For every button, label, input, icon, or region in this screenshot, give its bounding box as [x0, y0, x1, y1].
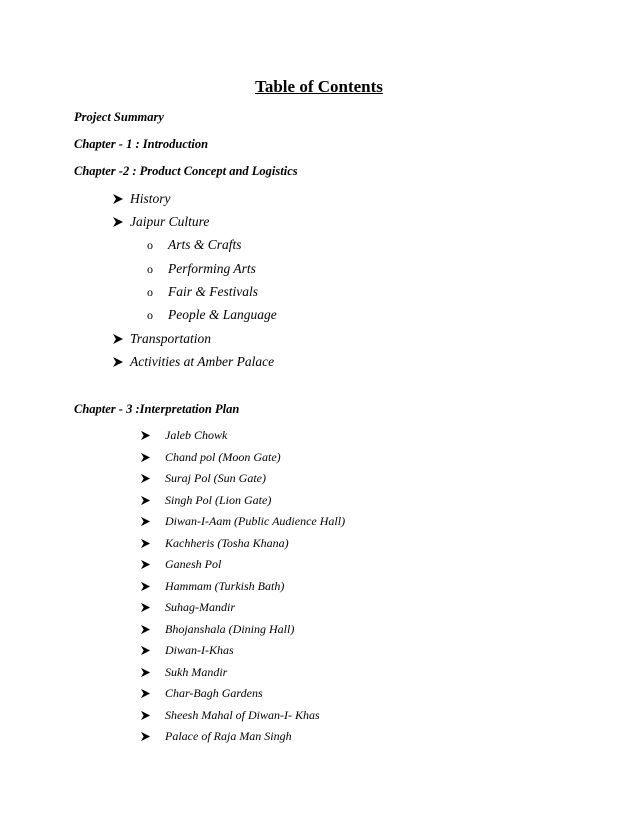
heading-chapter-3: Chapter - 3 :Interpretation Plan	[74, 402, 240, 416]
list-item	[140, 579, 284, 594]
arrowhead-bullet-icon	[140, 516, 165, 527]
arrowhead-bullet-icon	[112, 356, 130, 368]
arrowhead-bullet-icon	[140, 430, 165, 441]
list-item-label: Char-Bagh Gardens	[165, 686, 263, 700]
heading-chapter-2: Chapter -2 : Product Concept and Logistics	[74, 164, 298, 178]
list-item-label: Transportation	[130, 331, 212, 346]
sub-item-people-language	[147, 307, 277, 323]
list-item	[140, 622, 294, 637]
arrowhead-bullet-icon	[140, 731, 165, 742]
list-item	[140, 708, 320, 723]
list-item-label: Bhojanshala (Dining Hall)	[165, 622, 295, 636]
circle-bullet-icon: o	[147, 237, 153, 252]
arrowhead-bullet-icon	[140, 645, 165, 656]
list-item-label: Palace of Raja Man Singh	[165, 729, 292, 743]
arrowhead-bullet-icon	[140, 581, 165, 592]
sub-item-label: Performing Arts	[168, 261, 256, 276]
circle-bullet-icon: o	[147, 307, 153, 322]
page-title: Table of Contents	[255, 77, 383, 96]
list-item	[140, 536, 289, 551]
list-item-label: Diwan-I-Khas	[165, 643, 234, 657]
circle-bullet-icon: o	[147, 284, 153, 299]
list-item	[140, 686, 263, 701]
list-item	[140, 665, 227, 680]
list-item-jaipur-culture	[112, 214, 209, 230]
list-item-label: Jaipur Culture	[130, 214, 210, 229]
arrowhead-bullet-icon	[140, 710, 165, 721]
list-item	[140, 471, 266, 486]
list-item	[140, 514, 345, 529]
arrowhead-bullet-icon	[140, 452, 165, 463]
arrowhead-bullet-icon	[112, 193, 130, 205]
arrowhead-bullet-icon	[140, 602, 165, 613]
heading-chapter-1: Chapter - 1 : Introduction	[74, 137, 209, 151]
list-item-transportation	[112, 331, 211, 347]
arrowhead-bullet-icon	[140, 559, 165, 570]
list-item-label: Diwan-I-Aam (Public Audience Hall)	[165, 514, 346, 528]
arrowhead-bullet-icon	[112, 216, 130, 228]
list-item-label: Suhag-Mandir	[165, 600, 235, 614]
list-item-label: Suraj Pol (Sun Gate)	[165, 471, 266, 485]
arrowhead-bullet-icon	[140, 688, 165, 699]
list-item	[140, 428, 227, 443]
list-item-activities	[112, 354, 274, 370]
arrowhead-bullet-icon	[112, 333, 130, 345]
list-item	[140, 729, 292, 744]
list-item	[140, 600, 235, 615]
list-item-label: Kachheris (Tosha Khana)	[165, 536, 289, 550]
sub-item-label: Arts & Crafts	[168, 237, 242, 252]
list-item-label: Chand pol (Moon Gate)	[165, 450, 281, 464]
arrowhead-bullet-icon	[140, 495, 165, 506]
list-item-label: Singh Pol (Lion Gate)	[165, 493, 272, 507]
list-item-label: Activities at Amber Palace	[130, 354, 275, 369]
list-item	[140, 450, 281, 465]
list-item-label: Sukh Mandir	[165, 665, 228, 679]
sub-item-performing-arts	[147, 261, 256, 277]
list-item-label: Hammam (Turkish Bath)	[165, 579, 285, 593]
list-item-label: Jaleb Chowk	[165, 428, 228, 442]
heading-project-summary: Project Summary	[74, 110, 164, 124]
list-item-history	[112, 191, 171, 207]
arrowhead-bullet-icon	[140, 667, 165, 678]
list-item	[140, 493, 271, 508]
arrowhead-bullet-icon	[140, 538, 165, 549]
list-item	[140, 643, 234, 658]
sub-item-label: People & Language	[168, 307, 277, 322]
sub-item-arts-crafts	[147, 237, 242, 253]
sub-item-label: Fair & Festivals	[168, 284, 258, 299]
circle-bullet-icon: o	[147, 261, 153, 276]
list-item	[140, 557, 221, 572]
sub-item-fair-festivals	[147, 284, 258, 300]
arrowhead-bullet-icon	[140, 473, 165, 484]
arrowhead-bullet-icon	[140, 624, 165, 635]
list-item-label: History	[130, 191, 171, 206]
list-item-label: Sheesh Mahal of Diwan-I- Khas	[165, 708, 320, 722]
list-item-label: Ganesh Pol	[165, 557, 222, 571]
